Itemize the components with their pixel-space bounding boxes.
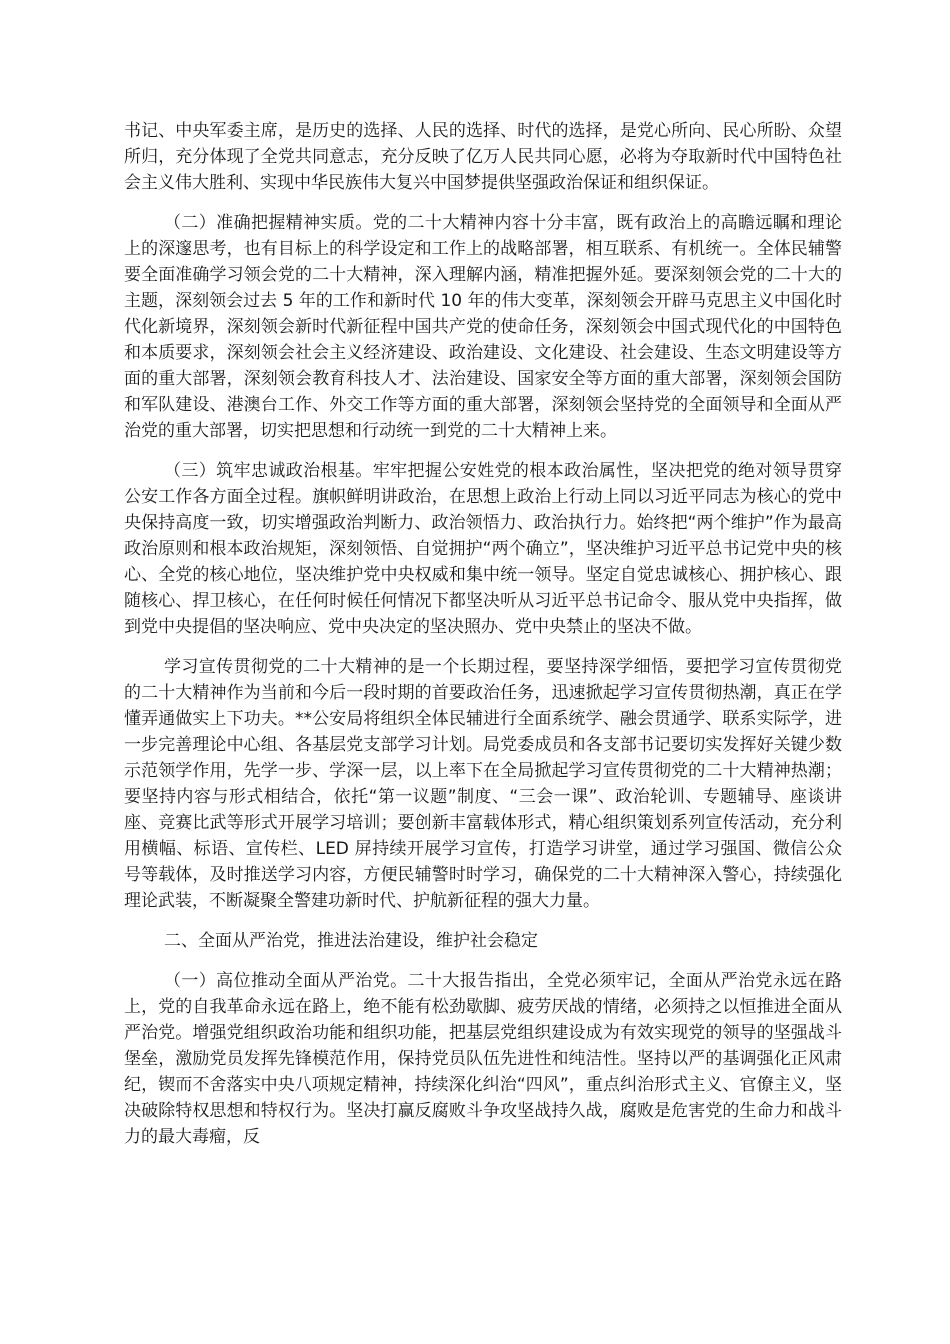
paragraph-study-plan: 学习宣传贯彻党的二十大精神的是一个长期过程，要坚持深学细悟，要把学习宣传贯彻党的二十大精神作为当前和今后一段时期的首要政治任务，迅速掀起学习宣传贯彻热潮，真正在学懂弄通做实上下功夫。**公安局将组织全体民辅进行全面系统学、融会贯通学、联系实际学，进一步完善理论中心组、各基层党支部学习计划。局党委成员和各支部书记要切实发挥好关键少数示范领学作用，先学一步、学深一层，以上率下在全局掀起学习宣传贯彻党的二十大精神热潮；要坚持内容与形式相结合，依托“第一议题”制度、“三会一课”、政治轮训、专题辅导、座谈讲座、竞赛比武等形式开展学习培训；要创新丰富载体形式，精心组织策划系列宣传活动，充分利用横幅、标语、宣传栏、LED 屏持续开展学习宣传，打造学习讲堂，通过学习强国、微信公众号等载体，及时推送学习内容，方便民辅警时时学习，确保党的二十大精神深入警心，持续强化理论武装，不断凝聚全警建功新时代、护航新征程的强大力量。 (124, 657, 842, 911)
section-heading-2: 二、全面从严治党，推进法治建设，维护社会稳定 (164, 931, 538, 951)
paragraph-continuation: 书记、中央军委主席，是历史的选择、人民的选择、时代的选择，是党心所向、民心所盼、众望所归，充分体现了全党共同意志，充分反映了亿万人民共同心愿，必将为夺取新时代中国特色社会主义伟大胜利、实现中华民族伟大复兴中国梦提供坚强政治保证和组织保证。 (124, 121, 842, 193)
document-page (124, 118, 842, 1164)
paragraph-section-1-2: （二）准确把握精神实质。党的二十大精神内容十分丰富，既有政治上的高瞻远瞩和理论上的深邃思考，也有目标上的科学设定和工作上的战略部署，相互联系、有机统一。全体民辅警要全面准确学习领会党的二十大精神，深入理解内涵，精准把握外延。要深刻领会党的二十大的主题，深刻领会过去 5 年的工作和新时代 10 年的伟大变革，深刻领会开辟马克思主义中国化时代化新境界，深刻领会新时代新征程中国共产党的使命任务，深刻领会中国式现代化的中国特色和本质要求，深刻领会社会主义经济建设、政治建设、文化建设、社会建设、生态文明建设等方面的重大部署，深刻领会教育科技人才、法治建设、国家安全等方面的重大部署，深刻领会国防和军队建设、港澳台工作、外交工作等方面的重大部署，深刻领会坚持党的全面领导和全面从严治党的重大部署，切实把思想和行动统一到党的二十大精神上来。 (124, 213, 842, 441)
paragraph-section-2-1: （一）高位推动全面从严治党。二十大报告指出，全党必须牢记，全面从严治党永远在路上，党的自我革命永远在路上，绝不能有松劲歇脚、疲劳厌战的情绪，必须持之以恒推进全面从严治党。增强党组织政治功能和组织功能，把基层党组织建设成为有效实现党的领导的坚强战斗堡垒，激励党员发挥先锋模范作用，保持党员队伍先进性和纯洁性。坚持以严的基调强化正风肃纪，锲而不舍落实中央八项规定精神，持续深化纠治“四风”，重点纠治形式主义、官僚主义，坚决破除特权思想和特权行为。坚决打赢反腐败斗争攻坚战持久战，腐败是危害党的生命力和战斗力的最大毒瘤，反 (124, 971, 842, 1147)
paragraph-section-1-3: （三）筑牢忠诚政治根基。牢牢把握公安姓党的根本政治属性，坚决把党的绝对领导贯穿公安工作各方面全过程。旗帜鲜明讲政治，在思想上政治上行动上同以习近平同志为核心的党中央保持高度一致，切实增强政治判断力、政治领悟力、政治执行力。始终把“两个维护”作为最高政治原则和根本政治规矩，深刻领悟、自觉拥护“两个确立”，坚决维护习近平总书记党中央的核心、全党的核心地位，坚决维护党中央权威和集中统一领导。坚定自觉忠诚核心、拥护核心、跟随核心、捍卫核心，在任何时候任何情况下都坚决听从习近平总书记命令、服从党中央指挥，做到党中央提倡的坚决响应、党中央决定的坚决照办、党中央禁止的坚决不做。 (124, 461, 842, 637)
